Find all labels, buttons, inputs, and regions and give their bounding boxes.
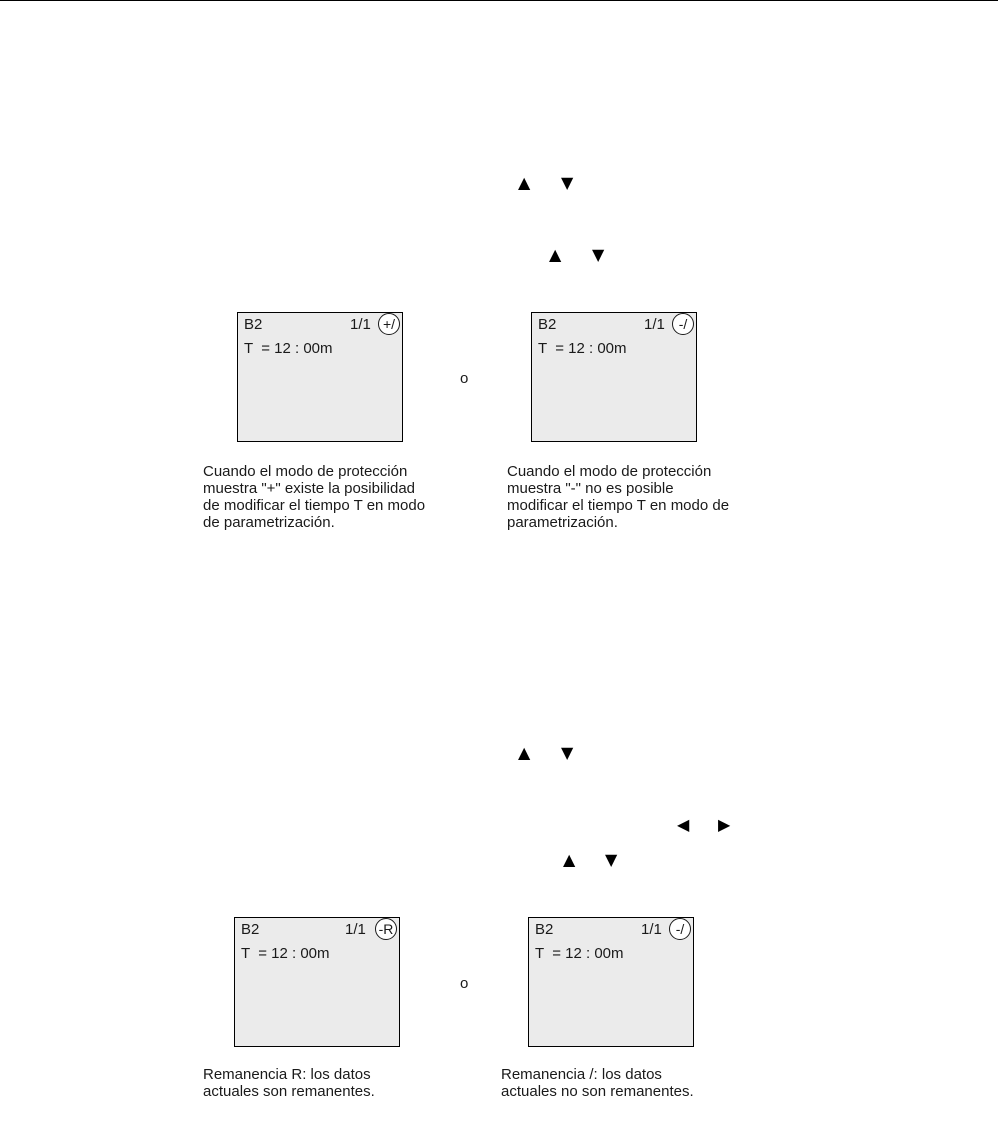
- caption-protection-minus: [507, 463, 729, 531]
- time-parameter: T = 12 : 00m: [538, 340, 627, 357]
- block-label: B2: [244, 316, 263, 333]
- down-arrow-icon: ▼: [561, 173, 574, 192]
- caption-line: Remanencia R: los datos: [203, 1066, 371, 1083]
- caption-line: Cuando el modo de protección: [203, 463, 408, 480]
- caption-line: de parametrización.: [203, 514, 335, 531]
- retentivity-badge: -/: [669, 918, 691, 940]
- block-label: B2: [535, 921, 554, 938]
- caption-retentive: [203, 1066, 375, 1100]
- up-arrow-icon: ▲: [549, 245, 562, 264]
- down-arrow-icon: ▼: [561, 743, 574, 762]
- retentivity-badge: -R: [375, 918, 397, 940]
- caption-line: muestra "+" existe la posibilidad: [203, 480, 416, 497]
- time-parameter: T = 12 : 00m: [535, 945, 624, 962]
- page-indicator: 1/1: [644, 316, 665, 333]
- protection-mode-badge: -/: [672, 313, 694, 335]
- block-label: B2: [241, 921, 260, 938]
- down-arrow-icon: ▼: [605, 850, 618, 869]
- lcd-display-protection-minus: [531, 312, 697, 442]
- page-indicator: 1/1: [345, 921, 366, 938]
- or-separator: o: [460, 370, 469, 387]
- time-parameter: T = 12 : 00m: [244, 340, 333, 357]
- right-arrow-icon: ▶: [718, 815, 731, 834]
- left-arrow-icon: ◀: [677, 815, 690, 834]
- caption-non-retentive: [501, 1066, 694, 1100]
- down-arrow-icon: ▼: [592, 245, 605, 264]
- up-arrow-icon: ▲: [518, 743, 531, 762]
- time-parameter: T = 12 : 00m: [241, 945, 330, 962]
- caption-line: actuales no son remanentes.: [501, 1083, 694, 1100]
- protection-mode-badge: +/: [378, 313, 400, 335]
- lcd-display-retentive: [234, 917, 400, 1047]
- caption-line: muestra "-" no es posible: [507, 480, 674, 497]
- top-rule: [0, 0, 998, 1]
- lcd-display-protection-plus: [237, 312, 403, 442]
- caption-protection-plus: [203, 463, 425, 531]
- or-separator: o: [460, 975, 469, 992]
- block-label: B2: [538, 316, 557, 333]
- caption-line: parametrización.: [507, 514, 618, 531]
- page-indicator: 1/1: [350, 316, 371, 333]
- up-arrow-icon: ▲: [563, 850, 576, 869]
- lcd-display-non-retentive: [528, 917, 694, 1047]
- page-indicator: 1/1: [641, 921, 662, 938]
- caption-line: actuales son remanentes.: [203, 1083, 375, 1100]
- up-arrow-icon: ▲: [518, 173, 531, 192]
- caption-line: Remanencia /: los datos: [501, 1066, 662, 1083]
- caption-line: modificar el tiempo T en modo de: [507, 497, 730, 514]
- caption-line: Cuando el modo de protección: [507, 463, 712, 480]
- caption-line: de modificar el tiempo T en modo: [203, 497, 426, 514]
